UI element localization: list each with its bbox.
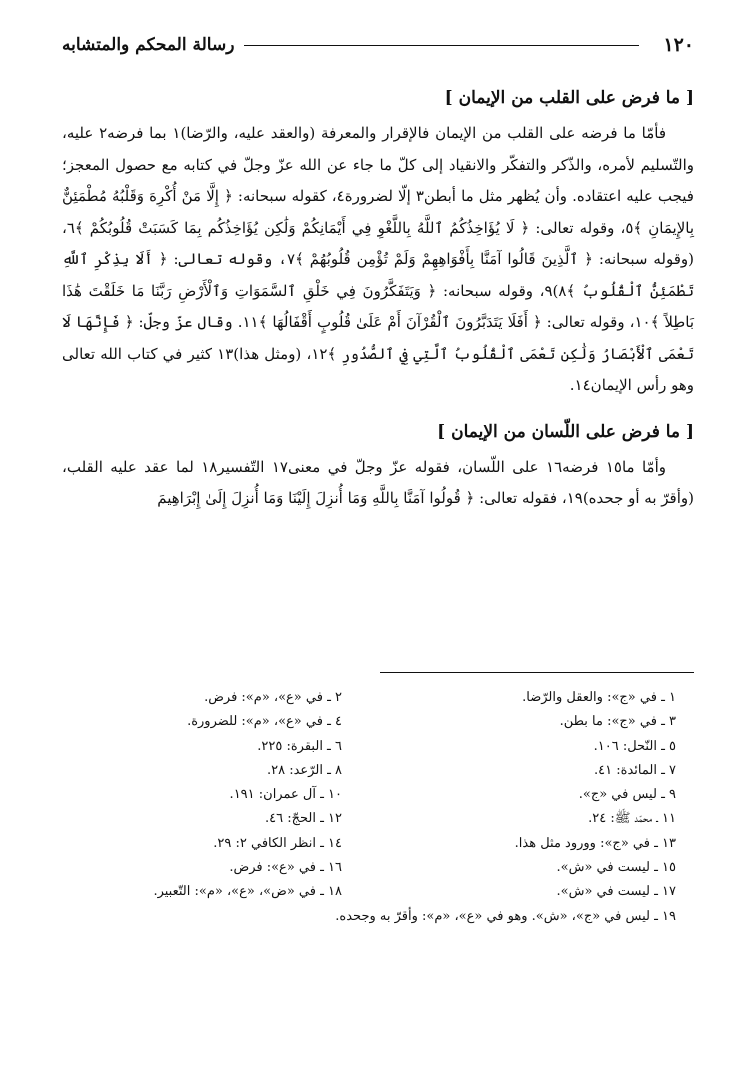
footnotes: [62, 686, 694, 929]
footnote: ٩ ـ ليس في «ج».: [578, 787, 676, 803]
paragraph-tongue: وأمّا ما١٥ فرضه١٦ على اللّسان، فقوله عزّ وجلّ في معنى١٧ التّفسير١٨ لما عقد عليه القلب، (وأقرّ به أو جحده)١٩، فقوله تعالى: ﴿ قُولُوا آمَنَّا بِاللَّهِ وَمَا أُنزِلَ إِلَيْنَا وَمَا أُنزِلَ إِلَىٰ إِبْرَاهِيمَ: [62, 457, 694, 507]
paragraph-heart: فأمّا ما فرضه على القلب من الإيمان فالإقرار والمعرفة (والعقد عليه، والرّضا)١ بما فرضه٢ عليه، والتّسليم لأمره، والذّكر والتفكّر والانقياد إلى كلّ ما جاء عن الله عزّ وجلّ في كتابه مع حصول المعجز؛ فيجب عليه اعتقاده. وأن يُظهر مثل ما أبطن٣ إلّا لضرورة٤، كقوله سبحانه: ﴿ إِلَّا مَنْ أُكْرِهَ وَقَلْبُهُ مُطْمَئِنٌّ بِالإِيمَانِ ﴾٥، وقوله تعالى: ﴿ لَا يُؤَاخِذُكُمُ ٱللَّهُ بِاللَّغْوِ فِي أَيْمَانِكُمْ وَلَٰكِن يُؤَاخِذُكُم بِمَا كَسَبَتْ قُلُوبُكُمْ ﴾٦، (وقوله سبحانه: ﴿ ٱلَّذِينَ قَالُوا آمَنَّا بِأَفْوَاهِهِمْ وَلَمْ تُؤْمِن قُلُوبُهُمْ ﴾٧، وقوله تعالى: ﴿ أَلَا بِذِكْرِ ٱللَّهِ تَطْمَئِنُّ ٱلْقُلُوبُ ﴾٨)٩، وقوله سبحانه: ﴿ وَيَتَفَكَّرُونَ فِي خَلْقِ ٱلسَّمَوَاتِ وَٱلْأَرْضِ رَبَّنَا مَا خَلَقْتَ هَٰذَا بَاطِلاً ﴾١٠، وقوله تعالى: ﴿ أَفَلَا يَتَدَبَّرُونَ ٱلْقُرْآنَ أَمْ عَلَىٰ قُلُوبٍ أَقْفَالُهَا ﴾١١. وقال عزّ وجلّ: ﴿ فَإِنَّهَا لَا تَعْمَى ٱلْأَبْصَارُ وَلَٰكِن تَعْمَى ٱلْقُلُوبُ ٱلَّتِي فِي ٱلصُّدُورِ ﴾١٢، (ومثل هذا)١٣ كثير في كتاب الله تعالى وهو رأس الإيمان١٤.: [62, 124, 695, 394]
footnote: ٤ ـ في «ع»، «م»: للضرورة.: [187, 714, 342, 730]
footnote: ٣ ـ في «ج»: ما بطن.: [559, 714, 676, 730]
footnote: ١٦ ـ في «ع»: فرض.: [229, 860, 342, 876]
page-number: ١٢٠: [663, 34, 694, 56]
header-rule: [244, 45, 639, 46]
page-header: [62, 28, 694, 62]
main-text: [62, 78, 694, 515]
footnote: ١٩ ـ ليس في «ج»، «ش». وهو في «ع»، «م»: وأقرّ به وجحده.: [335, 908, 676, 924]
section-heading-heart: [ ما فرض على القلب من الإيمان ]: [444, 88, 694, 108]
footnote: ٢ ـ في «ع»، «م»: فرض.: [204, 690, 342, 705]
footnote: ٨ ـ الرّعد: ٢٨.: [266, 762, 342, 778]
footnote: ١٥ ـ ليست في «ش».: [556, 860, 676, 876]
footnote: ١٧ ـ ليست في «ش».: [556, 884, 676, 900]
footnote: ١١ ـ محمّد ﷺ: ٢٤.: [588, 811, 676, 827]
footnote: ١٣ ـ في «ج»: وورود مثل هذا.: [514, 835, 676, 851]
footnote: ١٢ ـ الحجّ: ٤٦.: [264, 811, 342, 827]
footnote: ١٤ ـ انظر الكافي ٢: ٢٩.: [213, 835, 342, 851]
footnote: ١ ـ في «ج»: والعقل والرّضا.: [522, 690, 676, 705]
footnote: ١٠ ـ آل عمران: ١٩١.: [229, 787, 342, 803]
footnote-separator: [380, 672, 694, 673]
running-title: رسالة المحكم والمتشابه: [62, 35, 235, 55]
footnote: ٦ ـ البقرة: ٢٢٥.: [257, 738, 342, 754]
footnote: ٧ ـ المائدة: ٤١.: [594, 762, 676, 778]
section-heading-tongue: [ ما فرض على اللّسان من الإيمان ]: [437, 421, 694, 442]
footnote: ١٨ ـ في «ض»، «ع»، «م»: التّعبير.: [153, 884, 342, 900]
footnote: ٥ ـ النّحل: ١٠٦.: [593, 738, 676, 754]
